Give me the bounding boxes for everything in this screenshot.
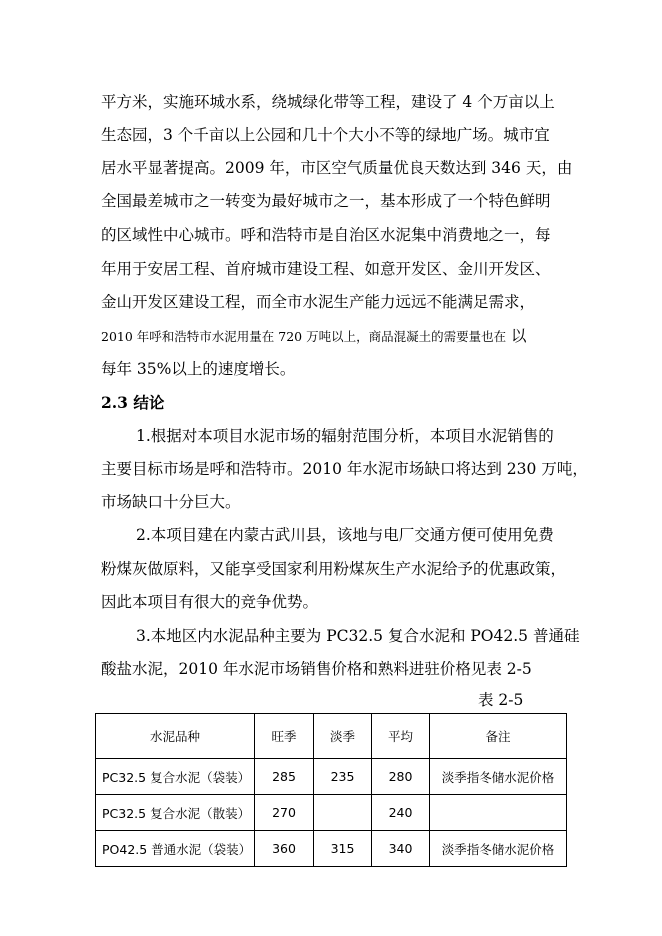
paragraph-line: 平方米，实施环城水系，绕城绿化带等工程，建设了 4 个万亩以上 — [101, 93, 555, 111]
column-header: 水泥品种 — [96, 714, 255, 759]
paragraph-line: 每年 35%以上的速度增长。 — [101, 360, 296, 378]
item-line: 主要目标市场是呼和浩特市。2010 年水泥市场缺口将达到 230 万吨， — [101, 460, 588, 478]
section-heading: 2.3 结论 — [101, 393, 165, 412]
item-line: 1.根据对本项目水泥市场的辐射范围分析，本项目水泥销售的 — [136, 427, 554, 445]
column-header: 平均 — [372, 714, 430, 759]
paragraph-line: 的区域性中心城市。呼和浩特市是自治区水泥集中消费地之一，每 — [101, 226, 551, 244]
small-text: 2010 年呼和浩特市水泥用量在 720 万吨以上，商品混凝土的需要量也在 — [101, 329, 507, 344]
paragraph-line-mixed — [101, 326, 527, 347]
table-cell: 360 — [255, 831, 314, 867]
table-cell: 240 — [372, 795, 430, 831]
table-cell: 235 — [314, 759, 372, 795]
paragraph-line: 金山开发区建设工程，而全市水泥生产能力远远不能满足需求， — [101, 293, 536, 311]
table-cell: 315 — [314, 831, 372, 867]
item-line: 酸盐水泥，2010 年水泥市场销售价格和熟料进驻价格见表 2-5 — [101, 660, 532, 678]
table-cell — [430, 795, 567, 831]
table-row — [96, 795, 567, 831]
table-cell: 285 — [255, 759, 314, 795]
column-header: 淡季 — [314, 714, 372, 759]
table-cell: 280 — [372, 759, 430, 795]
table-cell — [314, 795, 372, 831]
item-line: 因此本项目有很大的竞争优势。 — [101, 593, 319, 611]
table-row — [96, 831, 567, 867]
table-cell: PC32.5 复合水泥（袋装） — [96, 759, 255, 795]
paragraph-line: 生态园，3 个千亩以上公园和几十个大小不等的绿地广场。城市宜 — [101, 126, 550, 144]
column-header: 备注 — [430, 714, 567, 759]
table-cell: 340 — [372, 831, 430, 867]
table-cell: PO42.5 普通水泥（袋装） — [96, 831, 255, 867]
item-line: 3.本地区内水泥品种主要为 PC32.5 复合水泥和 PO42.5 普通硅 — [136, 627, 580, 645]
table-row — [96, 759, 567, 795]
table-cell: 淡季指冬储水泥价格 — [430, 759, 567, 795]
table-cell: 270 — [255, 795, 314, 831]
table-cell: PC32.5 复合水泥（散装） — [96, 795, 255, 831]
paragraph-line: 全国最差城市之一转变为最好城市之一，基本形成了一个特色鲜明 — [101, 192, 551, 210]
paragraph-line: 居水平显著提高。2009 年，市区空气质量优良天数达到 346 天，由 — [101, 159, 573, 177]
table-header-row — [96, 714, 567, 759]
item-line: 2.本项目建在内蒙古武川县，该地与电厂交通方便可使用免费 — [136, 526, 554, 544]
table-cell: 淡季指冬储水泥价格 — [430, 831, 567, 867]
column-header: 旺季 — [255, 714, 314, 759]
price-table — [95, 713, 567, 867]
item-line: 市场缺口十分巨大。 — [101, 493, 241, 511]
table-caption: 表 2-5 — [478, 691, 524, 709]
paragraph-line: 年用于安居工程、首府城市建设工程、如意开发区、金川开发区、 — [101, 260, 551, 278]
item-line: 粉煤灰做原料，又能享受国家利用粉煤灰生产水泥给予的优惠政策， — [101, 560, 567, 578]
paragraph-text: 以 — [506, 327, 527, 345]
